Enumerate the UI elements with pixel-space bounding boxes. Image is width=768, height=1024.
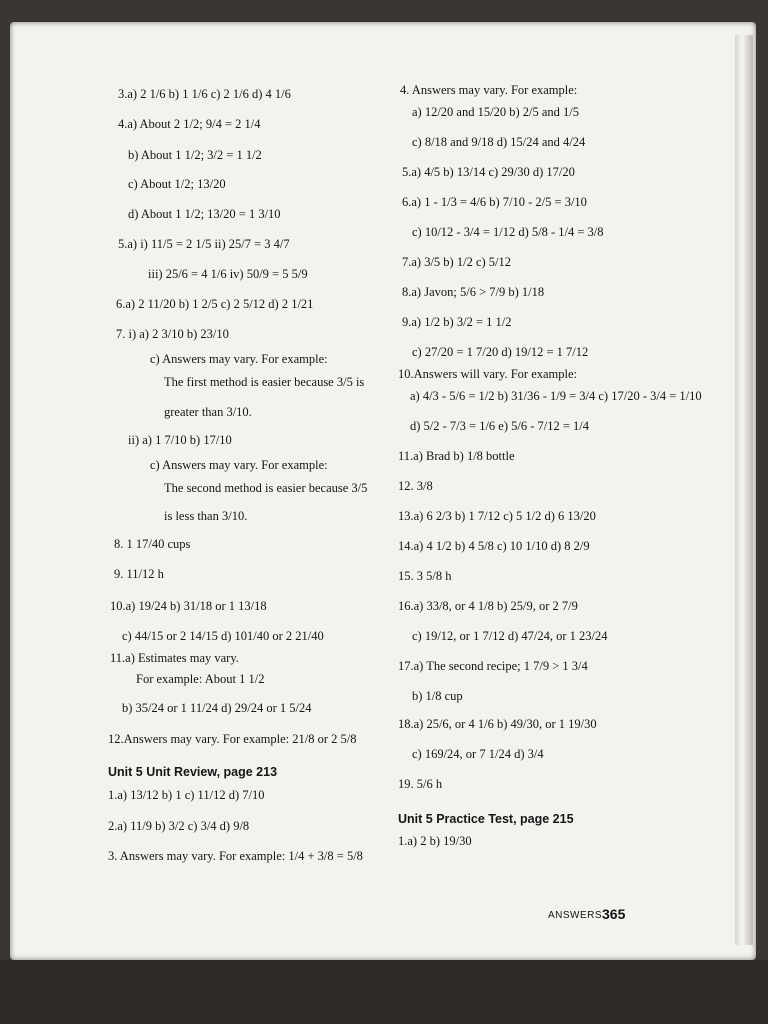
answer-line: b) 35/24 or 1 11/24 d) 29/24 or 1 5/24 [122, 701, 312, 715]
answer-line: 17.a) The second recipe; 1 7/9 > 1 3/4 [398, 659, 588, 673]
answer-line: 7. i) a) 2 3/10 b) 23/10 [116, 327, 229, 341]
answer-line: c) 27/20 = 1 7/20 d) 19/12 = 1 7/12 [412, 345, 589, 359]
answer-line: a) 4/3 - 5/6 = 1/2 b) 31/36 - 1/9 = 3/4 c) 17/20 - 3/4 = 1/10 [410, 389, 702, 403]
scan-shadow [0, 960, 768, 1024]
answer-line: 16.a) 33/8, or 4 1/8 b) 25/9, or 2 7/9 [398, 599, 578, 613]
page-number: 365 [602, 906, 626, 922]
answer-line: 9.a) 1/2 b) 3/2 = 1 1/2 [402, 315, 512, 329]
answer-line: 13.a) 6 2/3 b) 1 7/12 c) 5 1/2 d) 6 13/20 [398, 509, 596, 523]
answer-line: b) 1/8 cup [412, 689, 463, 703]
answer-line: is less than 3/10. [164, 509, 248, 523]
answer-line: 11.a) Brad b) 1/8 bottle [398, 449, 515, 463]
answer-line: For example: About 1 1/2 [136, 672, 265, 686]
answer-line: 9. 11/12 h [114, 567, 164, 581]
answer-line: 1.a) 13/12 b) 1 c) 11/12 d) 7/10 [108, 788, 265, 802]
answer-line: c) About 1/2; 13/20 [128, 177, 226, 191]
answer-line: 6.a) 1 - 1/3 = 4/6 b) 7/10 - 2/5 = 3/10 [402, 195, 587, 209]
answer-line: 7.a) 3/5 b) 1/2 c) 5/12 [402, 255, 512, 269]
answer-line: 19. 5/6 h [398, 777, 443, 791]
answer-line: 2.a) 11/9 b) 3/2 c) 3/4 d) 9/8 [108, 819, 250, 833]
answer-line: 18.a) 25/6, or 4 1/6 b) 49/30, or 1 19/30 [398, 717, 597, 731]
answer-line: 15. 3 5/8 h [398, 569, 452, 583]
answer-line: The second method is easier because 3/5 [164, 481, 368, 495]
answer-line: 12.Answers may vary. For example: 21/8 or 2 5/8 [108, 732, 357, 746]
page-edge [735, 35, 753, 945]
answer-line: c) Answers may vary. For example: [150, 352, 328, 366]
answer-line: 12. 3/8 [398, 479, 433, 493]
answer-line: 8. 1 17/40 cups [114, 537, 191, 551]
answer-line: 5.a) 4/5 b) 13/14 c) 29/30 d) 17/20 [402, 165, 575, 179]
section-heading: Unit 5 Unit Review, page 213 [108, 765, 278, 779]
answer-line: 5.a) i) 11/5 = 2 1/5 ii) 25/7 = 3 4/7 [118, 237, 290, 251]
answer-line: c) 44/15 or 2 14/15 d) 101/40 or 2 21/40 [122, 629, 324, 643]
section-heading: Unit 5 Practice Test, page 215 [398, 812, 574, 826]
answer-line: 3.a) 2 1/6 b) 1 1/6 c) 2 1/6 d) 4 1/6 [118, 87, 291, 101]
answer-line: d) 5/2 - 7/3 = 1/6 e) 5/6 - 7/12 = 1/4 [410, 419, 590, 433]
answer-line: d) About 1 1/2; 13/20 = 1 3/10 [128, 207, 281, 221]
answer-line: c) 169/24, or 7 1/24 d) 3/4 [412, 747, 544, 761]
answer-line: c) 19/12, or 1 7/12 d) 47/24, or 1 23/24 [412, 629, 608, 643]
answer-line: greater than 3/10. [164, 405, 252, 419]
answer-line: ii) a) 1 7/10 b) 17/10 [128, 433, 232, 447]
footer-label: ANSWERS [548, 910, 603, 921]
answer-line: c) 10/12 - 3/4 = 1/12 d) 5/8 - 1/4 = 3/8 [412, 225, 604, 239]
answer-line: 3. Answers may vary. For example: 1/4 + 3/8 = 5/8 [108, 849, 363, 863]
answer-line: iii) 25/6 = 4 1/6 iv) 50/9 = 5 5/9 [148, 267, 308, 281]
answer-line: 14.a) 4 1/2 b) 4 5/8 c) 10 1/10 d) 8 2/9 [398, 539, 590, 553]
answer-line: c) 8/18 and 9/18 d) 15/24 and 4/24 [412, 135, 586, 149]
answer-line: a) 12/20 and 15/20 b) 2/5 and 1/5 [412, 105, 579, 119]
answer-line: 6.a) 2 11/20 b) 1 2/5 c) 2 5/12 d) 2 1/21 [116, 297, 314, 311]
answer-line: 4.a) About 2 1/2; 9/4 = 2 1/4 [118, 117, 261, 131]
answer-line: The first method is easier because 3/5 is [164, 375, 365, 389]
answer-line: 1.a) 2 b) 19/30 [398, 834, 472, 848]
answer-line: 10.a) 19/24 b) 31/18 or 1 13/18 [110, 599, 267, 613]
answer-line: c) Answers may vary. For example: [150, 458, 328, 472]
answer-line: 11.a) Estimates may vary. [110, 651, 239, 665]
answer-line: b) About 1 1/2; 3/2 = 1 1/2 [128, 148, 262, 162]
answer-line: 4. Answers may vary. For example: [400, 83, 578, 97]
answer-line: 8.a) Javon; 5/6 > 7/9 b) 1/18 [402, 285, 545, 299]
answer-line: 10.Answers will vary. For example: [398, 367, 578, 381]
